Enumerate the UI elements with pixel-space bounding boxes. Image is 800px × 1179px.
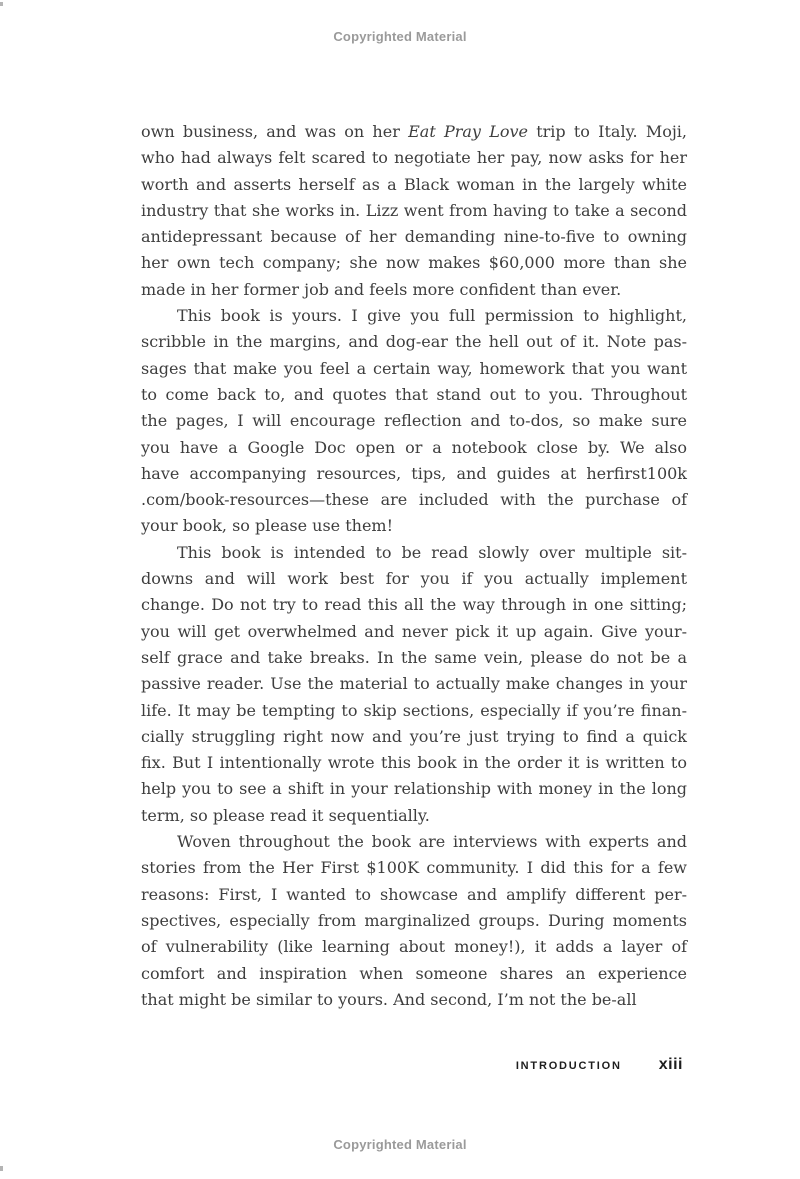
text-line: cially struggling right now and you’re just trying to find a quick (141, 726, 687, 746)
text-line: worth and asserts herself as a Black woman in the largely white (141, 174, 687, 194)
text-line: industry that she works in. Lizz went from having to take a second (141, 200, 687, 220)
paragraph (141, 829, 687, 1013)
text-line: fix. But I intentionally wrote this book in the order it is written to (141, 753, 687, 773)
footer-section-label: INTRODUCTION (515, 1060, 622, 1072)
text-line: passive reader. Use the material to actually make changes in your (141, 674, 687, 694)
text-line: Woven throughout the book are interviews with experts and (177, 832, 687, 852)
text-line: of vulnerability (like learning about money!), it adds a layer of (141, 937, 687, 957)
text-line: her own tech company; she now makes $60,000 more than she (141, 253, 687, 273)
text-line: you will get overwhelmed and never pick it up again. Give your- (141, 621, 687, 641)
scan-artifact (0, 1166, 3, 1171)
text-line: help you to see a shift in your relationship with money in the long (141, 779, 687, 799)
scan-artifact (0, 2, 3, 6)
text-line: you have a Google Doc open or a notebook close by. We also (141, 437, 687, 457)
paragraph (141, 540, 687, 829)
paragraph (141, 119, 687, 303)
text-line: This book is intended to be read slowly over multiple sit- (177, 542, 687, 562)
text-segment: own business, and was on her (141, 122, 409, 141)
text-line: made in her former job and feels more confident than ever. (141, 279, 622, 299)
text-line: comfort and inspiration when someone shares an experience (141, 963, 687, 983)
text-line: your book, so please use them! (141, 516, 394, 536)
text-line: have accompanying resources, tips, and guides at herfirst100k (141, 463, 687, 483)
text-line: sages that make you feel a certain way, homework that you want (141, 358, 687, 378)
text-line: .com/book-resources—these are included with the purchase of (141, 490, 687, 510)
text-line: This book is yours. I give you full permission to highlight, (177, 306, 687, 326)
text-line: antidepressant because of her demanding nine-to-five to owning (141, 227, 687, 247)
text-line: term, so please read it sequentially. (141, 805, 430, 825)
running-footer (516, 1056, 683, 1074)
copyright-notice-bottom: Copyrighted Material (333, 1137, 467, 1152)
text-line: the pages, I will encourage reflection and to-dos, so make sure (141, 411, 687, 431)
footer-page-number: xiii (658, 1056, 683, 1073)
text-line: life. It may be tempting to skip sections, especially if you’re finan- (141, 700, 687, 720)
text-line: scribble in the margins, and dog-ear the hell out of it. Note pas- (141, 332, 687, 352)
text-line: who had always felt scared to negotiate her pay, now asks for her (141, 148, 687, 168)
text-line: spectives, especially from marginalized groups. During moments (141, 910, 687, 930)
text-segment: trip to Italy. Moji, (527, 122, 687, 141)
text-line (141, 119, 687, 145)
text-line: change. Do not try to read this all the way through in one sitting; (141, 595, 687, 615)
text-line: stories from the Her First $100K community. I did this for a few (141, 858, 687, 878)
text-line: to come back to, and quotes that stand out to you. Throughout (141, 384, 687, 404)
text-line: that might be similar to yours. And second, I’m not the be-all (141, 989, 637, 1009)
italic-text: Eat Pray Love (408, 122, 528, 141)
text-line: reasons: First, I wanted to showcase and amplify different per- (141, 884, 687, 904)
text-line: self grace and take breaks. In the same vein, please do not be a (141, 647, 687, 667)
text-line: downs and will work best for you if you actually implement (141, 569, 687, 589)
page-body-text (141, 119, 687, 1013)
paragraph (141, 303, 687, 540)
copyright-notice-top: Copyrighted Material (333, 29, 467, 44)
